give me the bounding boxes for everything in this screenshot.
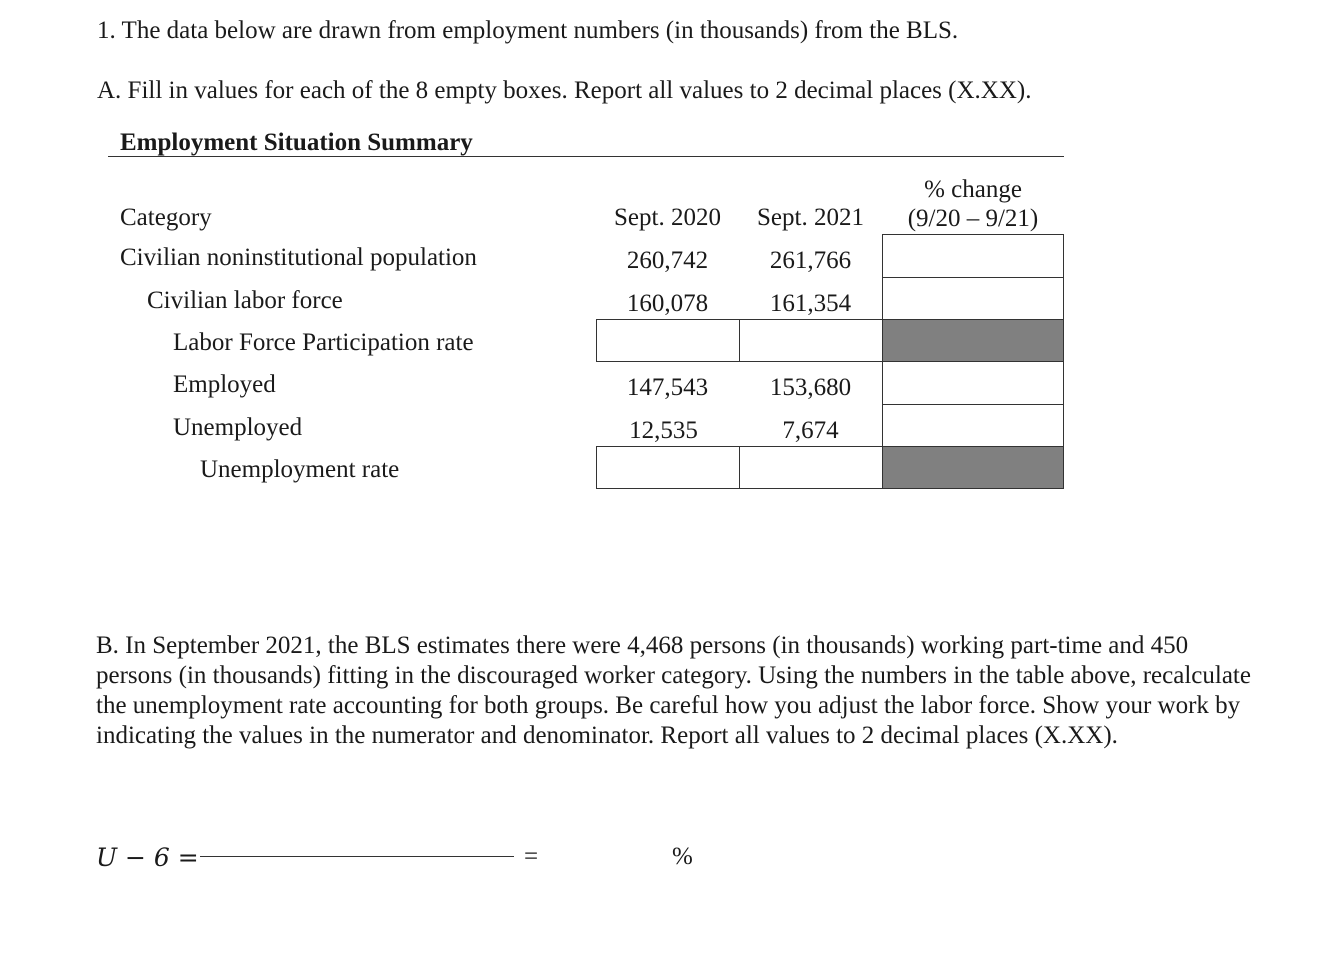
- row-label-participation-rate: Labor Force Participation rate: [173, 329, 474, 356]
- row-label-unemployment-rate: Unemployment rate: [200, 456, 400, 483]
- part-a-instructions: A. Fill in values for each of the 8 empty boxes. Report all values to 2 decimal places (X.XX).: [97, 77, 1032, 104]
- unemployed-pct-change-box[interactable]: [882, 404, 1064, 447]
- row-label-labor-force: Civilian labor force: [147, 287, 343, 314]
- part-b-instructions: B. In September 2021, the BLS estimates there were 4,468 persons (in thousands) working part-time and 450 persons (in thousands) fitting in the discouraged worker category. Using the numbers in the table above, recalculate the unemployment rate accounting for both groups. Be careful how you adjust the labor force. Show your work by indicating the values in the numerator and denominator. Report all values to 2 decimal places (X.XX).: [96, 632, 1251, 749]
- u6-fraction-line[interactable]: [200, 856, 514, 857]
- row-label-population: Civilian noninstitutional population: [120, 244, 477, 271]
- employed-sept-2020: 147,543: [626, 374, 709, 401]
- unemployed-sept-2021: 7,674: [782, 417, 839, 444]
- u6-formula-label: U − 6 =: [96, 843, 199, 872]
- unemployed-sept-2020: 12,535: [629, 417, 698, 444]
- labor-force-sept-2020: 160,078: [626, 290, 709, 317]
- table-title: Employment Situation Summary: [120, 129, 473, 156]
- unemployment-rate-shaded-cell: [882, 446, 1064, 489]
- sept-2021-header: Sept. 2021: [757, 204, 864, 231]
- u6-percent-sign: %: [672, 843, 693, 870]
- unemployment-rate-sept-2021-box[interactable]: [739, 446, 883, 489]
- row-label-employed: Employed: [173, 371, 276, 398]
- category-header: Category: [120, 204, 212, 231]
- participation-rate-sept-2020-box[interactable]: [596, 319, 740, 362]
- pct-change-header: [883, 175, 1063, 233]
- participation-rate-sept-2021-box[interactable]: [739, 319, 883, 362]
- labor-force-sept-2021: 161,354: [769, 290, 852, 317]
- labor-force-pct-change-box[interactable]: [882, 277, 1064, 320]
- table-title-rule: [108, 156, 1064, 157]
- sept-2020-header: Sept. 2020: [614, 204, 721, 231]
- employed-pct-change-box[interactable]: [882, 361, 1064, 405]
- participation-rate-shaded-cell: [882, 319, 1064, 362]
- population-sept-2021: 261,766: [769, 247, 852, 274]
- population-sept-2020: 260,742: [626, 247, 709, 274]
- row-label-unemployed: Unemployed: [173, 414, 303, 441]
- population-pct-change-box[interactable]: [882, 234, 1064, 278]
- unemployment-rate-sept-2020-box[interactable]: [596, 446, 740, 489]
- pct-change-header-line2: (9/20 – 9/21): [907, 205, 1039, 232]
- employed-sept-2021: 153,680: [769, 374, 852, 401]
- u6-equals-sign: =: [524, 843, 539, 870]
- pct-change-header-line1: % change: [924, 176, 1022, 203]
- question-title: 1. The data below are drawn from employment numbers (in thousands) from the BLS.: [97, 17, 959, 44]
